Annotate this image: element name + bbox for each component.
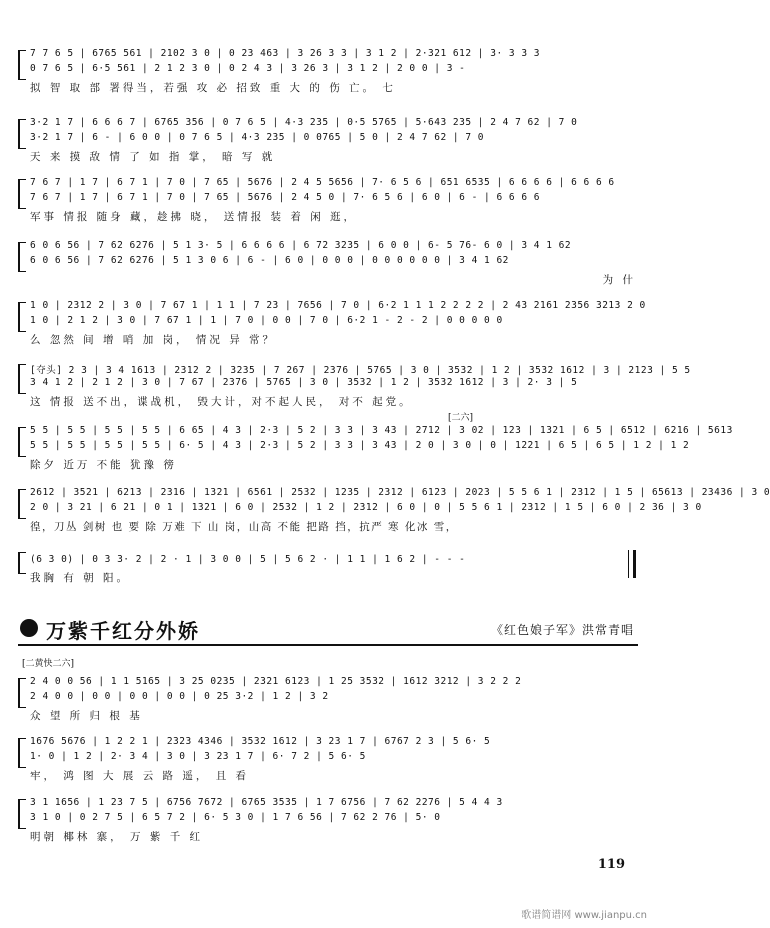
lyric-line: 天 来 摸 敌 情 了 如 指 掌， 暗 写 就 bbox=[30, 151, 276, 163]
notation-line: [夺头] 2 3 | 3 4 1613 | 2312 2 | 3235 | 7 267 | 2376 | 5765 | 3 0 | 3532 | 1 2 | 3532 1612 | 3 | 2123 | 5 5 bbox=[30, 365, 691, 376]
title-rule bbox=[18, 644, 638, 646]
notation-line: 2 4 0 0 56 | 1 1 5165 | 3 25 0235 | 2321 6123 | 1 25 3532 | 1612 3212 | 3 2 2 2 bbox=[30, 676, 522, 687]
notation-line: 1 0 | 2312 2 | 3 0 | 7 67 1 | 1 1 | 7 23 | 7656 | 7 0 | 6·2 1 1 1 2 2 2 2 | 2 43 2161 2356 3213 2 0 bbox=[30, 300, 646, 311]
section-marker: [二六] bbox=[448, 413, 474, 423]
system-brace bbox=[18, 364, 26, 394]
system-brace bbox=[18, 427, 26, 457]
notation-line: (6 3 0) | 0 3 3· 2 | 2 · 1 | 3 0 0 | 5 | 5 6 2 · | 1 1 | 1 6 2 | - - - bbox=[30, 554, 466, 565]
lyric-line: 众 望 所 归 根 基 bbox=[30, 710, 143, 722]
notation-line: 7 7 6 5 | 6765 561 | 2102 3 0 | 0 23 463 | 3 26 3 3 | 3 1 2 | 2·321 612 | 3· 3 3 3 bbox=[30, 48, 540, 59]
system-brace bbox=[18, 552, 26, 574]
notation-line: 6 0 6 56 | 7 62 6276 | 5 1 3· 5 | 6 6 6 6 | 6 72 3235 | 6 0 0 | 6- 5 76- 6 0 | 3 4 1 62 bbox=[30, 240, 572, 251]
notation-line: 3 4 1 2 | 2 1 2 | 3 0 | 7 67 | 2376 | 5765 | 3 0 | 3532 | 1 2 | 3532 1612 | 3 | 2· 3 | 5 bbox=[30, 377, 578, 388]
notation-line: 3 1 0 | 0 2 7 5 | 6 5 7 2 | 6· 5 3 0 | 1 7 6 56 | 7 62 2 76 | 5· 0 bbox=[30, 812, 441, 823]
notation-line: 6 0 6 56 | 7 62 6276 | 5 1 3 0 6 | 6 - | 6 0 | 0 0 0 | 0 0 0 0 0 0 | 3 4 1 62 bbox=[30, 255, 509, 266]
song-source: 《红色娘子军》洪常青唱 bbox=[490, 623, 634, 637]
notation-line: 2 4 0 0 | 0 0 | 0 0 | 0 0 | 0 25 3·2 | 1 2 | 3 2 bbox=[30, 691, 329, 702]
lyric-line: 军事 情报 随身 藏，趁拂 晓， 送情报 装 着 闲 逛， bbox=[30, 211, 358, 223]
system-brace bbox=[18, 179, 26, 209]
notation-line: 3·2 1 7 | 6 - | 6 0 0 | 0 7 6 5 | 4·3 235 | 0 0765 | 5 0 | 2 4 7 62 | 7 0 bbox=[30, 132, 485, 143]
notation-line: 7 6 7 | 1 7 | 6 7 1 | 7 0 | 7 65 | 5676 | 2 4 5 5656 | 7· 6 5 6 | 651 6535 | 6 6 6 6 | 6 6 6 6 bbox=[30, 177, 615, 188]
notation-line: 1· 0 | 1 2 | 2· 3 4 | 3 0 | 3 23 1 7 | 6· 7 2 | 5 6· 5 bbox=[30, 751, 366, 762]
system-brace bbox=[18, 302, 26, 332]
notation-line: 5 5 | 5 5 | 5 5 | 5 5 | 6 65 | 4 3 | 2·3 | 5 2 | 3 3 | 3 43 | 2712 | 3 02 | 123 | 1321 | 6 5 | 6512 | 6216 | 5613 bbox=[30, 425, 733, 436]
system-brace bbox=[18, 799, 26, 829]
notation-line: 3 1 1656 | 1 23 7 5 | 6756 7672 | 6765 3535 | 1 7 6756 | 7 62 2276 | 5 4 4 3 bbox=[30, 797, 503, 808]
system-brace bbox=[18, 119, 26, 149]
lyric-line: 徨，刀丛 剑树 也 要 除 万难 下 山 岗，山高 不能 把路 挡，抗严 寒 化冰 雪， bbox=[30, 521, 458, 533]
notation-line: 1 0 | 2 1 2 | 3 0 | 7 67 1 | 1 | 7 0 | 0 0 | 7 0 | 6·2 1 - 2 - 2 | 0 0 0 0 0 bbox=[30, 315, 503, 326]
notation-line: 3·2 1 7 | 6 6 6 7 | 6765 356 | 0 7 6 5 | 4·3 235 | 0·5 5765 | 5·643 235 | 2 4 7 62 | 7 0 bbox=[30, 117, 578, 128]
system-brace bbox=[18, 489, 26, 519]
song-title-block bbox=[18, 613, 638, 643]
tempo-marker: [二黄快二六] bbox=[22, 659, 75, 669]
watermark: 歌谱简谱网 www.jianpu.cn bbox=[521, 910, 647, 921]
page-number: 119 bbox=[597, 857, 625, 872]
system-brace bbox=[18, 242, 26, 272]
lyric-line: 拟 智 取 部 署得当，若强 攻 必 招致 重 大 的 伤 亡。 七 bbox=[30, 82, 396, 94]
notation-line: 0 7 6 5 | 6·5 561 | 2 1 2 3 0 | 0 2 4 3 | 3 26 3 | 3 1 2 | 2 0 0 | 3 - bbox=[30, 63, 466, 74]
lyric-line: 为 什 bbox=[602, 274, 636, 286]
system-brace bbox=[18, 50, 26, 80]
system-brace bbox=[18, 738, 26, 768]
notation-line: 2612 | 3521 | 6213 | 2316 | 1321 | 6561 | 2532 | 1235 | 2312 | 6123 | 2023 | 5 5 6 1 | 2312 | 1 5 | 65613 | 23436 | 3 0 bbox=[30, 487, 770, 498]
song-title: 万紫千红分外娇 bbox=[46, 619, 200, 643]
lyric-line: 牢， 鸿 图 大 展 云 路 遥， 且 看 bbox=[30, 770, 250, 782]
notation-line: 7 6 7 | 1 7 | 6 7 1 | 7 0 | 7 65 | 5676 | 2 4 5 0 | 7· 6 5 6 | 6 0 | 6 - | 6 6 6 6 bbox=[30, 192, 540, 203]
lyric-line: 这 情报 送不出，谍战机， 毁大计，对不起人民， 对不 起党。 bbox=[30, 396, 413, 408]
lyric-line: 么 忽然 间 增 哨 加 岗， 情况 异 常？ bbox=[30, 334, 277, 346]
notation-line: 1676 5676 | 1 2 2 1 | 2323 4346 | 3532 1612 | 3 23 1 7 | 6767 2 3 | 5 6· 5 bbox=[30, 736, 491, 747]
lyric-line: 我胸 有 朝 阳。 bbox=[30, 572, 131, 584]
notation-line: 2 0 | 3 21 | 6 21 | 0 1 | 1321 | 6 0 | 2532 | 1 2 | 2312 | 6 0 | 0 | 5 5 6 1 | 2312 | 1 5 | 6 0 | 2 36 | 3 0 bbox=[30, 502, 702, 513]
bullet-icon bbox=[20, 619, 38, 637]
lyric-line: 除夕 近万 不能 犹豫 徬 bbox=[30, 459, 177, 471]
final-barline bbox=[628, 550, 636, 578]
notation-line: 5 5 | 5 5 | 5 5 | 5 5 | 6· 5 | 4 3 | 2·3 | 5 2 | 3 3 | 3 43 | 2 0 | 3 0 | 0 | 1221 | 6 5 | 6 5 | 1 2 | 1 2 bbox=[30, 440, 690, 451]
system-brace bbox=[18, 678, 26, 708]
lyric-line: 明朝 椰林 寨， 万 紫 千 红 bbox=[30, 831, 204, 843]
